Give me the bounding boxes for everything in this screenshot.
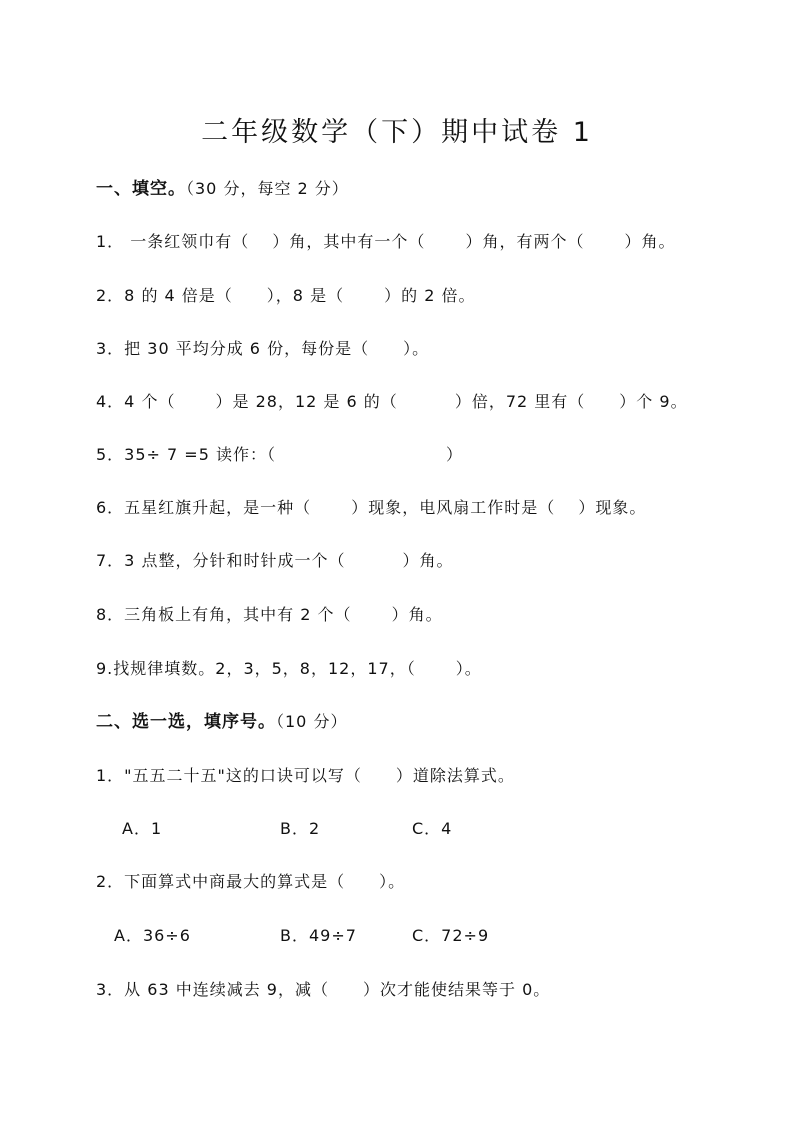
question-1-6: 6．五星红旗升起，是一种（ ）现象，电风扇工作时是（ ）现象。 (96, 498, 647, 517)
question-1-1: 1． 一条红领巾有（ ）角，其中有一个（ ）角，有两个（ ）角。 (96, 232, 676, 251)
question-2-1-option-a: A．1 (122, 819, 163, 838)
page-title: 二年级数学（下）期中试卷 1 (201, 117, 593, 148)
section-1-heading (96, 178, 349, 200)
question-2-1-option-b: B．2 (280, 819, 321, 838)
question-2-1: 1．"五五二十五"这的口诀可以写（ ）道除法算式。 (96, 766, 515, 785)
question-2-2: 2．下面算式中商最大的算式是（ ）。 (96, 872, 406, 891)
section-1-heading-text: 一、填空。 (96, 179, 186, 199)
section-2-heading-text: 二、选一选，填序号。 (96, 712, 276, 732)
section-1-note: （30 分，每空 2 分） (186, 179, 349, 198)
question-1-2: 2．8 的 4 倍是（ ），8 是（ ）的 2 倍。 (96, 286, 476, 305)
question-1-9: 9.找规律填数。2，3，5，8，12，17，（ ）。 (96, 659, 482, 678)
question-1-4: 4．4 个（ ）是 28，12 是 6 的（ ）倍，72 里有（ ）个 9。 (96, 392, 688, 411)
question-2-2-option-c: C．72÷9 (412, 926, 490, 945)
section-2-heading (96, 711, 347, 733)
question-1-8: 8．三角板上有角，其中有 2 个（ ）角。 (96, 605, 443, 624)
question-2-2-option-a: A．36÷6 (114, 926, 191, 945)
question-1-3: 3．把 30 平均分成 6 份，每份是（ ）。 (96, 339, 430, 358)
question-2-2-option-b: B．49÷7 (280, 926, 357, 945)
question-1-5: 5．35÷ 7 =5 读作：（ ） (96, 445, 463, 464)
question-1-7: 7．3 点整，分针和时针成一个（ ）角。 (96, 551, 454, 570)
section-2-note: （10 分） (276, 712, 348, 731)
question-2-1-option-c: C．4 (412, 819, 453, 838)
question-2-3: 3．从 63 中连续减去 9，减（ ）次才能使结果等于 0。 (96, 980, 551, 999)
